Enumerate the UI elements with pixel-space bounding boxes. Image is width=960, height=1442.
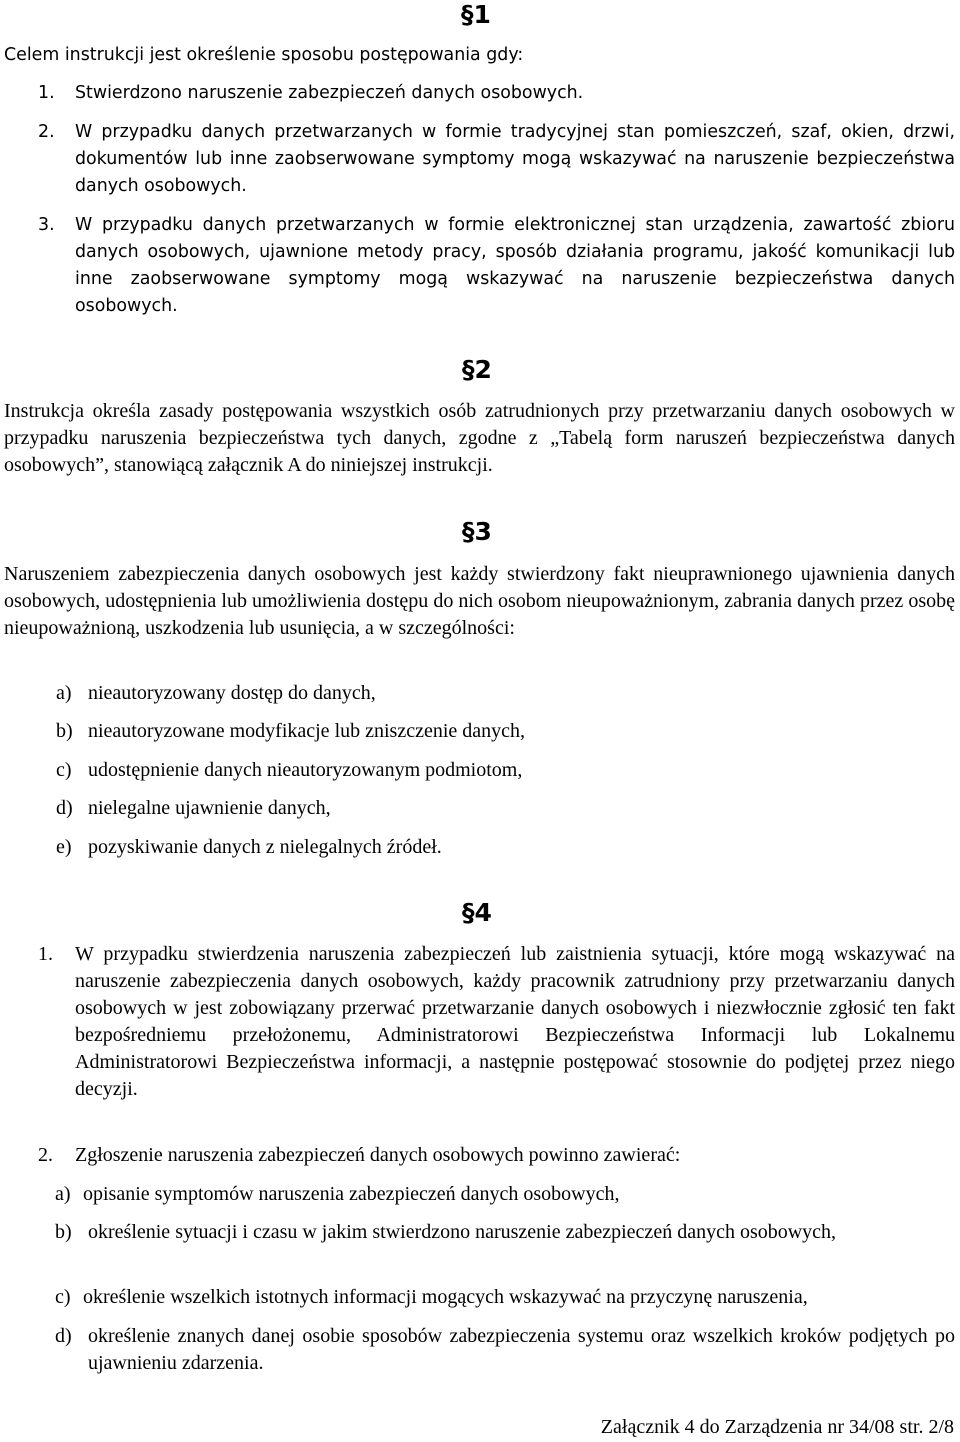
list-item: określenie wszelkich istotnych informacji mogących wskazywać na przyczynę naruszenia, bbox=[83, 1286, 808, 1308]
section-3-paragraph: Naruszeniem zabezpieczenia danych osobowych jest każdy stwierdzony fakt nieuprawnionego ujawnienia danych osobowych, udostępnienia lub umożliwienia dostępu do nich osobom nieupoważnionym, zabrania danych przez osobę nieupoważnioną, uszkodzenia lub usunięcia, a w szczególności: bbox=[4, 563, 955, 639]
list-item: określenie sytuacji i czasu w jakim stwierdzono naruszenie zabezpieczeń danych osobowych, bbox=[88, 1221, 837, 1243]
section-1-intro: Celem instrukcji jest określenie sposobu postępowania gdy: bbox=[4, 45, 524, 65]
section-4-paragraph-1: W przypadku stwierdzenia naruszenia zabezpieczeń lub zaistnienia sytuacji, które mogą wskazywać na naruszenie zabezpieczenia danych osobowych, każdy pracownik zatrudniony przy przetwarzaniu danych osobowych w jest zobowiązany przerwać przetwarzanie danych osobowych i niezwłocznie zgłosić ten fakt bezpośredniemu przełożonemu, Administratorowi Bezpieczeństwa Informacji lub Lokalnemu Administratorowi Bezpieczeństwa informacji, a następnie postępować stosownie do podjętej przez niego decyzji. bbox=[75, 943, 955, 1100]
list-item-number: d) bbox=[56, 797, 73, 819]
list-item: nieautoryzowany dostęp do danych, bbox=[88, 682, 376, 704]
list-item-number: 2. bbox=[38, 122, 55, 142]
list-item-number: c) bbox=[56, 759, 72, 781]
section-2-heading: §2 bbox=[462, 355, 492, 384]
list-item: Stwierdzono naruszenie zabezpieczeń danych osobowych. bbox=[75, 83, 584, 103]
list-item-number: 3. bbox=[38, 215, 55, 235]
list-item-number: 1. bbox=[38, 943, 53, 965]
list-item: nieautoryzowane modyfikacje lub zniszczenie danych, bbox=[88, 720, 526, 742]
list-item-number: e) bbox=[56, 836, 72, 858]
list-item: W przypadku danych przetwarzanych w formie tradycyjnej stan pomieszczeń, szaf, okien, drzwi, dokumentów lub inne zaobserwowane symptomy mogą wskazywać na naruszenie bezpieczeństwa danych osobowych. bbox=[75, 122, 955, 196]
list-item: pozyskiwanie danych z nielegalnych źródeł. bbox=[88, 836, 442, 858]
list-item: udostępnienie danych nieautoryzowanym podmiotom, bbox=[88, 759, 523, 781]
list-item: określenie znanych danej osobie sposobów zabezpieczenia systemu oraz wszelkich kroków podjętych po ujawnieniu zdarzenia. bbox=[88, 1325, 955, 1374]
page-footer: Załącznik 4 do Zarządzenia nr 34/08 str. 2/8 bbox=[600, 1416, 954, 1438]
list-item: nielegalne ujawnienie danych, bbox=[88, 797, 331, 819]
section-2-paragraph: Instrukcja określa zasady postępowania wszystkich osób zatrudnionych przy przetwarzaniu danych osobowych w przypadku naruszenia bezpieczeństwa tych danych, zgodne z „Tabelą form naruszeń bezpieczeństwa danych osobowych”, stanowiącą załącznik A do niniejszej instrukcji. bbox=[4, 400, 955, 476]
section-4-heading: §4 bbox=[462, 898, 492, 927]
list-item-number: a) bbox=[56, 682, 72, 704]
list-item-number: a) bbox=[55, 1183, 71, 1205]
list-item-number: c) bbox=[55, 1286, 71, 1308]
section-3-heading: §3 bbox=[462, 517, 492, 546]
section-1-heading: §1 bbox=[461, 0, 491, 29]
list-item-number: b) bbox=[56, 720, 73, 742]
list-item-number: d) bbox=[55, 1325, 72, 1347]
list-item: W przypadku danych przetwarzanych w formie elektronicznej stan urządzenia, zawartość zbioru danych osobowych, ujawnione metody pracy, sposób działania programu, jakość komunikacji lub inne zaobserwowane symptomy mogą wskazywać na naruszenie bezpieczeństwa danych osobowych. bbox=[75, 215, 955, 316]
list-item-number: b) bbox=[55, 1221, 72, 1243]
list-item-number: 2. bbox=[38, 1144, 53, 1166]
list-item: opisanie symptomów naruszenia zabezpieczeń danych osobowych, bbox=[83, 1183, 620, 1205]
list-item-number: 1. bbox=[38, 83, 55, 103]
section-4-paragraph-2: Zgłoszenie naruszenia zabezpieczeń danych osobowych powinno zawierać: bbox=[75, 1144, 681, 1166]
